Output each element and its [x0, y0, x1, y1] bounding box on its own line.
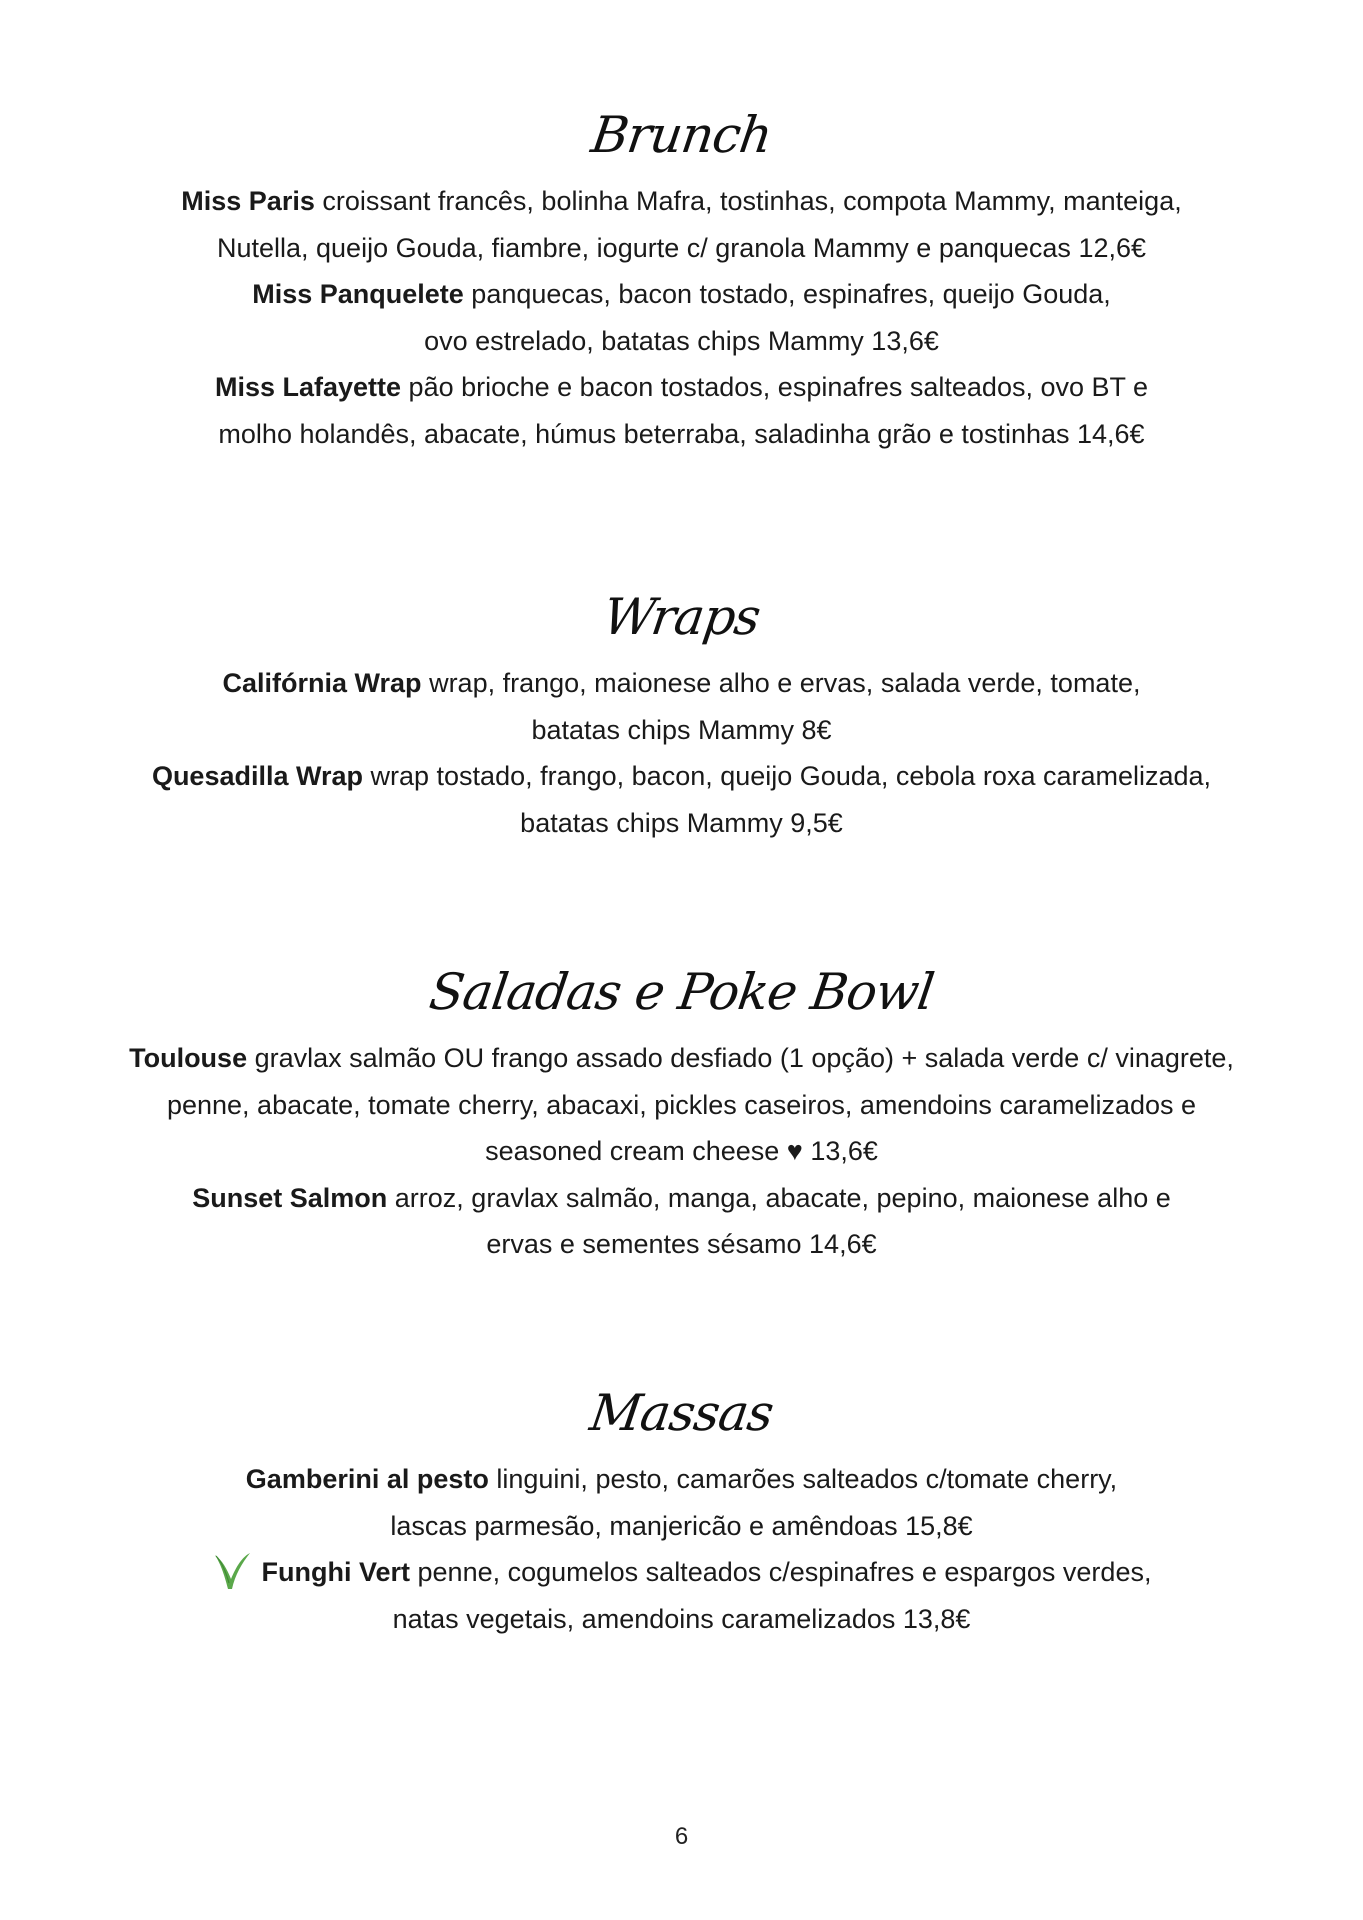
menu-line — [0, 800, 1363, 847]
item-name: Miss Panquelete — [252, 279, 464, 309]
section-wraps — [0, 582, 1363, 846]
item-description: batatas chips Mammy 9,5€ — [520, 807, 843, 838]
item-name: Sunset Salmon — [192, 1182, 388, 1213]
item-description: batatas chips Mammy 8€ — [531, 714, 832, 745]
item-description: natas vegetais, amendoins caramelizados 13,8€ — [392, 1603, 971, 1634]
item-description: pão brioche e bacon tostados, espinafres salteados, ovo BT e — [401, 372, 1149, 402]
item-description: wrap, frango, maionese alho e ervas, salada verde, tomate, — [421, 668, 1141, 698]
menu-line — [0, 707, 1363, 754]
section-saladas-poke-bowl — [0, 957, 1363, 1268]
menu-line — [0, 1082, 1363, 1129]
menu-line — [0, 318, 1363, 365]
item-description: penne, abacate, tomate cherry, abacaxi, pickles caseiros, amendoins caramelizados e — [166, 1089, 1197, 1120]
item-description: molho holandês, abacate, húmus beterraba, saladinha grão e tostinhas 14,6€ — [218, 418, 1145, 449]
menu-line — [0, 1175, 1363, 1222]
item-description: gravlax salmão OU frango assado desfiado (1 opção) + salada verde c/ vinagrete, — [247, 1043, 1234, 1073]
menu-line — [0, 1549, 1363, 1596]
section-title: Saladas e Poke Bowl — [425, 963, 937, 1021]
menu-items — [0, 1456, 1363, 1642]
item-description: ovo estrelado, batatas chips Mammy 13,6€ — [424, 325, 939, 356]
vegan-v-leaf-icon — [212, 1549, 252, 1593]
menu-line — [0, 1221, 1363, 1268]
menu-line — [0, 411, 1363, 458]
section-title: Brunch — [587, 106, 776, 164]
page-number: 6 — [674, 1823, 689, 1850]
item-description: linguini, pesto, camarões salteados c/tomate cherry, — [488, 1464, 1118, 1494]
item-description: croissant francês, bolinha Mafra, tostinhas, compota Mammy, manteiga, — [314, 186, 1182, 216]
item-name: Quesadilla Wrap — [151, 761, 364, 791]
menu-line — [0, 660, 1363, 707]
section-massas — [0, 1378, 1363, 1642]
menu-line — [0, 1503, 1363, 1550]
menu-line — [0, 364, 1363, 411]
menu-items — [0, 660, 1363, 846]
item-name: Toulouse — [129, 1043, 248, 1073]
menu-line — [0, 753, 1363, 800]
menu-line — [0, 178, 1363, 225]
item-description: penne, cogumelos salteados c/espinafres e espargos verdes, — [410, 1557, 1152, 1587]
section-title: Massas — [586, 1384, 777, 1442]
item-name: Miss Lafayette — [214, 372, 402, 402]
section-brunch — [0, 100, 1363, 457]
menu-line — [0, 1456, 1363, 1503]
item-name: Miss Paris — [181, 186, 315, 216]
menu-line — [0, 1596, 1363, 1643]
item-name: Califórnia Wrap — [222, 668, 422, 698]
menu-items — [0, 1035, 1363, 1268]
menu-line — [0, 1035, 1363, 1082]
item-description: panquecas, bacon tostado, espinafres, queijo Gouda, — [463, 279, 1111, 309]
item-description: arroz, gravlax salmão, manga, abacate, pepino, maionese alho e — [387, 1182, 1171, 1213]
item-description: wrap tostado, frango, bacon, queijo Gouda, cebola roxa caramelizada, — [363, 761, 1212, 791]
item-description: lascas parmesão, manjericão e amêndoas 15,8€ — [390, 1510, 973, 1541]
item-name: Gamberini al pesto — [245, 1464, 489, 1494]
item-description: ervas e sementes sésamo 14,6€ — [486, 1229, 877, 1259]
section-title: Wraps — [599, 588, 764, 646]
menu-line — [0, 225, 1363, 272]
item-name: Funghi Vert — [261, 1557, 411, 1587]
menu-line — [0, 1128, 1363, 1175]
menu-line — [0, 271, 1363, 318]
menu-items — [0, 178, 1363, 457]
item-description: Nutella, queijo Gouda, fiambre, iogurte c/ granola Mammy e panquecas 12,6€ — [216, 232, 1147, 263]
item-description: seasoned cream cheese ♥ 13,6€ — [485, 1136, 878, 1166]
